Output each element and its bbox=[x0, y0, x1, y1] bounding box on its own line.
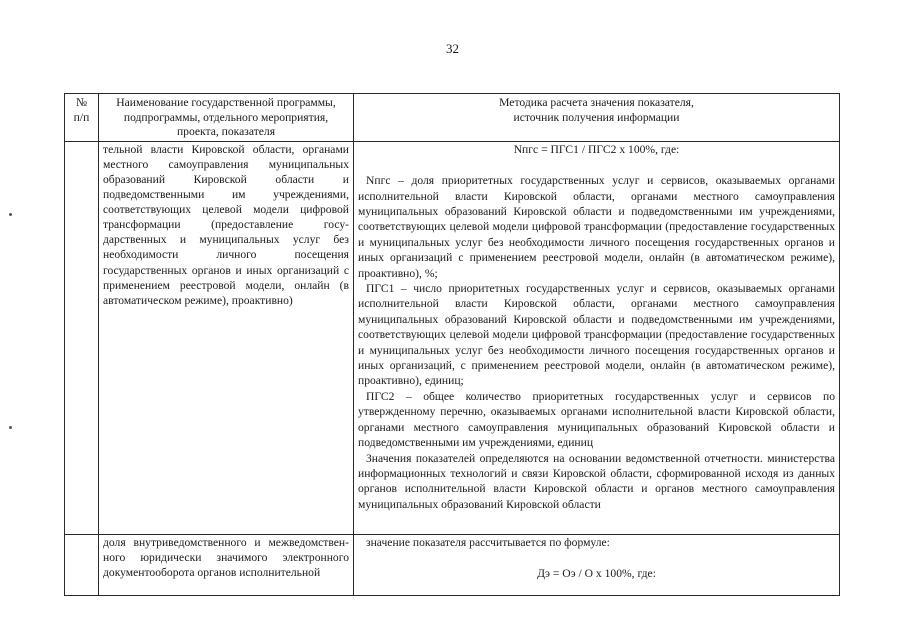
scan-mark bbox=[9, 426, 12, 429]
header-name-line: проекта, показателя bbox=[176, 125, 276, 139]
indicator-name-text: тельной власти Кировской области, органами местного самоуправления муниципальных образований Кировской области и подведомственными им учреждениями, соответствующих целевой модели цифровой трансформации (предоставление госу-дарственных и муниципальных услуг без необходимости личного посещения государственных органов и иных организаций с применением реестровой модели, онлайн (в автоматическом режиме), проактивно) bbox=[103, 142, 349, 307]
table-row bbox=[65, 534, 840, 595]
header-name-line: Наименование государственной программы, bbox=[116, 96, 336, 109]
header-name-line: подпрограммы, отдельного мероприятия, bbox=[123, 110, 329, 124]
header-number-line: № bbox=[75, 96, 88, 109]
definition-pgs1: ПГС1 – число приоритетных государственных услуг и сервисов, оказываемых органами исполнительной власти Кировской области, органами местного самоуправления муниципальных образований Кировской области и подведомственными им учреждениями, соответствующих целевой модели цифровой трансформации (предоставление государственных и муниципальных услуг без необходимости личного посещения государственных органов и иных организаций, с применением реестровой модели, онлайн (в автоматическом режиме), проактивно), единиц; bbox=[358, 282, 835, 388]
indicator-name-text: доля внутриведомственного и межведомствен-ного юридически значимого электронного документооборота органов исполнительной bbox=[103, 535, 349, 579]
data-source-text: Значения показателей определяются на основании ведомственной отчетности. министерства информационных технологий и связи Кировской области, сформированной исходя из данных органов исполнительной власти Кировской области и органов местного самоуправления муниципальных образований Кировской области bbox=[358, 451, 835, 511]
formula-de: Дэ = Оэ / О x 100%, где: bbox=[537, 567, 656, 581]
header-number-line: п/п bbox=[73, 110, 90, 124]
cell-method bbox=[354, 141, 840, 534]
definition-npgs: Nпгс – доля приоритетных государственных услуг и сервисов, оказываемых органами исполнительной власти Кировской области, органами местного самоуправления муниципальных образований Кировской области и подведомственными им учреждениями, соответствующих целевой модели цифровой трансформации (предоставление государственных и муниципальных услуг без необходимости личного посещения государственных органов и иных организаций с применением реестровой модели, онлайн (в автоматическом режиме), проактивно), %; bbox=[358, 174, 835, 280]
indicator-table bbox=[64, 93, 840, 596]
cell-indicator-name bbox=[99, 141, 354, 534]
page-number: 32 bbox=[446, 41, 459, 56]
header-name bbox=[99, 94, 354, 142]
header-method bbox=[354, 94, 840, 142]
formula-npgs: Nпгс = ПГС1 / ПГС2 x 100%, где: bbox=[513, 142, 680, 156]
table-header-row bbox=[65, 94, 840, 142]
table-row bbox=[65, 141, 840, 534]
header-method-line: Методика расчета значения показателя, bbox=[499, 96, 694, 109]
cell-number bbox=[65, 141, 99, 534]
scan-mark bbox=[9, 213, 12, 216]
header-number bbox=[65, 94, 99, 142]
definition-pgs2: ПГС2 – общее количество приоритетных государственных услуг и сервисов по утвержденному перечню, оказываемых органами исполнительной власти Кировской области, органами местного самоуправления муниципальных образований Кировской области и подведомственными им учреждениями, единиц bbox=[358, 389, 835, 450]
cell-method bbox=[354, 534, 840, 595]
cell-indicator-name bbox=[99, 534, 354, 595]
header-method-line: источник получения информации bbox=[513, 110, 680, 124]
cell-number bbox=[65, 534, 99, 595]
formula-intro: значение показателя рассчитывается по формуле: bbox=[366, 535, 610, 549]
